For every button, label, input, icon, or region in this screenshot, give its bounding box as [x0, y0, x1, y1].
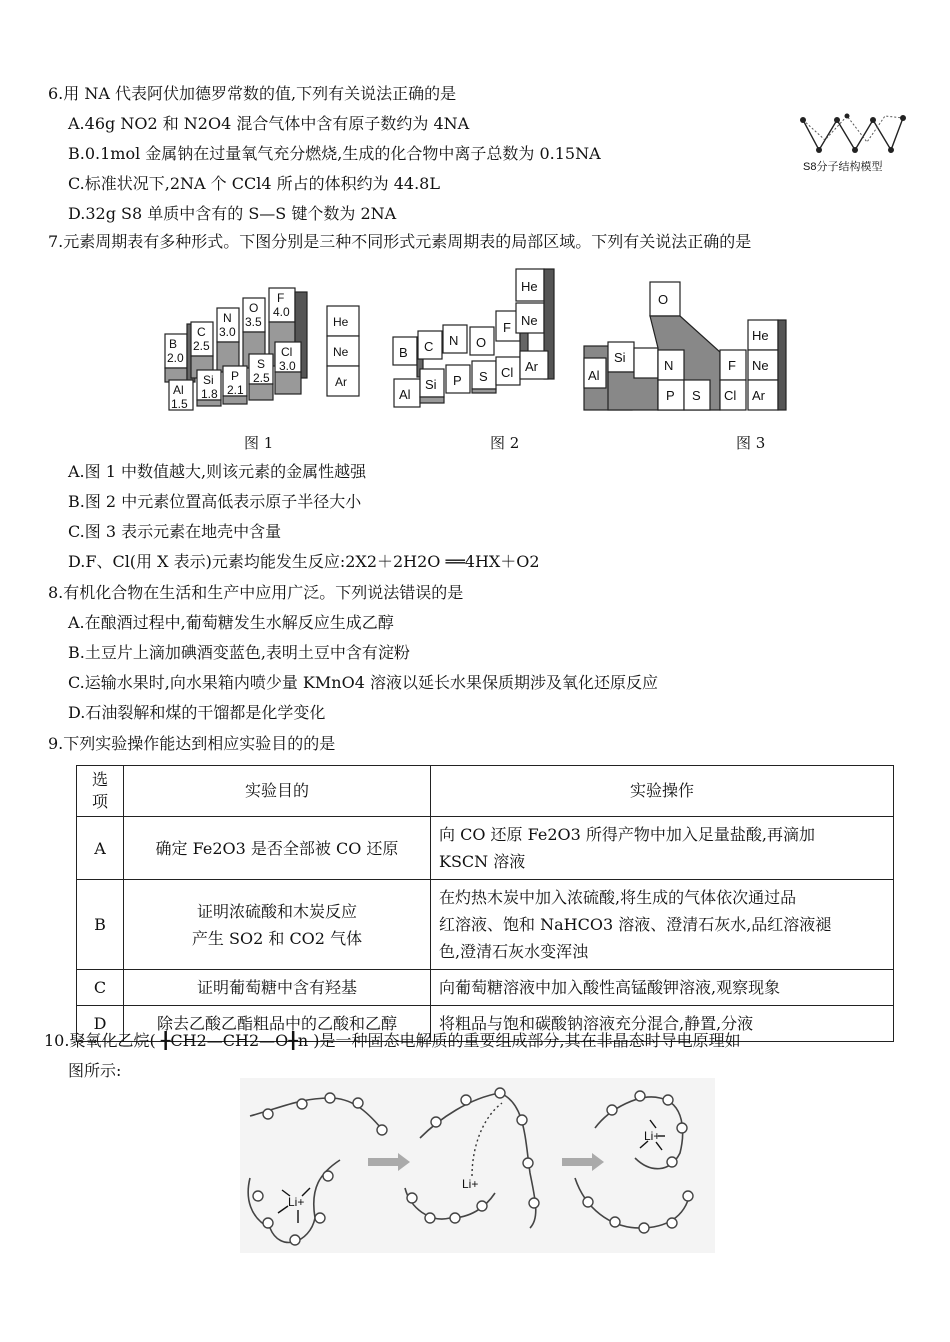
fig2-si: Si — [425, 377, 437, 392]
experiment-table — [76, 765, 894, 1042]
purpose-line: 确定 Fe2O3 是否全部被 CO 还原 — [155, 838, 399, 858]
fig2-f: F — [503, 320, 511, 335]
header-operation: 实验操作 — [431, 766, 894, 817]
fig3-n: N — [664, 358, 674, 373]
fig2-caption: 图 2 — [490, 434, 520, 452]
fig3-ne: Ne — [752, 358, 769, 373]
fig1-f-symbol: F — [277, 291, 285, 305]
operation-line: 红溶液、饱和 NaHCO3 溶液、澄清石灰水,品红溶液褪 — [439, 915, 832, 934]
q8-option-c: C.运输水果时,向水果箱内喷少量 KMnO4 溶液以延长水果保质期涉及氧化还原反应 — [68, 673, 658, 692]
fig3-s: S — [692, 388, 701, 403]
fig1-b-symbol: B — [169, 337, 178, 351]
fig1-he: He — [333, 315, 349, 329]
fig1-p-value: 2.1 — [227, 383, 244, 397]
q6-option-a: A.46g NO2 和 N2O4 混合气体中含有原子数约为 4NA — [68, 114, 470, 133]
periodic-figure-3 — [580, 262, 792, 412]
q8-option-b: B.土豆片上滴加碘酒变蓝色,表明土豆中含有淀粉 — [68, 643, 410, 662]
fig1-f-value: 4.0 — [273, 305, 290, 319]
s8-model-caption: S8分子结构模型 — [803, 161, 883, 173]
fig1-cl-symbol: Cl — [281, 345, 293, 359]
operation-line: 向葡萄糖溶液中加入酸性高锰酸钾溶液,观察现象 — [439, 978, 781, 997]
purpose-line: 产生 SO2 和 CO2 气体 — [191, 928, 363, 948]
fig2-b: B — [399, 345, 408, 360]
fig1-si-symbol: Si — [203, 373, 214, 387]
header-option: 选项 — [77, 766, 124, 817]
fig1-c-value: 2.5 — [193, 339, 210, 353]
fig3-al: Al — [588, 368, 600, 383]
fig2-o: O — [476, 335, 487, 350]
q6-stem: 6.用 NA 代表阿伏加德罗常数的值,下列有关说法正确的是 — [48, 84, 457, 103]
li-ion-label-2: Li+ — [462, 1177, 479, 1191]
li-ion-label-1: Li+ — [288, 1195, 305, 1209]
q8-option-a: A.在酿酒过程中,葡萄糖发生水解反应生成乙醇 — [68, 613, 394, 632]
operation-line: 色,澄清石灰水变浑浊 — [439, 942, 589, 961]
q6-option-b: B.0.1mol 金属钠在过量氧气充分燃烧,生成的化合物中离子总数为 0.15NA — [68, 144, 601, 163]
q7-option-d: D.F、Cl(用 X 表示)元素均能发生反应:2X2＋2H2O ══4HX＋O2 — [68, 552, 540, 571]
fig2-al: Al — [399, 387, 411, 402]
row-operation — [431, 817, 894, 880]
q7-option-a: A.图 1 中数值越大,则该元素的金属性越强 — [68, 462, 367, 481]
fig3-he: He — [752, 328, 769, 343]
fig1-n-symbol: N — [223, 311, 232, 325]
row-purpose — [124, 817, 431, 880]
q6-option-c: C.标准状况下,2NA 个 CCl4 所占的体积约为 44.8L — [68, 174, 440, 193]
fig3-f: F — [728, 358, 736, 373]
q9-stem: 9.下列实验操作能达到相应实验目的的是 — [48, 734, 336, 753]
fig2-n: N — [449, 333, 459, 348]
row-option: A — [77, 817, 124, 880]
fig3-p: P — [666, 388, 675, 403]
operation-line: 将粗品与饱和碳酸钠溶液充分混合,静置,分液 — [439, 1014, 754, 1033]
fig2-ne: Ne — [521, 313, 538, 328]
q7-option-c: C.图 3 表示元素在地壳中含量 — [68, 522, 282, 541]
fig2-he: He — [521, 279, 538, 294]
operation-line: 向 CO 还原 Fe2O3 所得产物中加入足量盐酸,再滴加 — [439, 825, 815, 844]
fig1-s-symbol: S — [257, 357, 266, 371]
row-purpose — [124, 880, 431, 970]
q8-option-d: D.石油裂解和煤的干馏都是化学变化 — [68, 703, 326, 722]
fig2-c: C — [424, 339, 434, 354]
fig1-p-symbol: P — [231, 369, 240, 383]
header-purpose: 实验目的 — [124, 766, 431, 817]
fig1-c-symbol: C — [197, 325, 206, 339]
table-row — [77, 880, 894, 970]
fig3-caption: 图 3 — [736, 434, 766, 452]
li-ion-label-3: Li+ — [644, 1129, 661, 1143]
fig3-si: Si — [614, 350, 626, 365]
fig2-cl: Cl — [501, 365, 514, 380]
fig1-ar: Ar — [335, 375, 347, 389]
table-header-row — [77, 766, 894, 817]
q10-stem-line2: 图所示: — [68, 1061, 122, 1080]
q6-option-d: D.32g S8 单质中含有的 S—S 键个数为 2NA — [68, 204, 397, 223]
fig1-ne: Ne — [333, 345, 349, 359]
row-operation — [431, 880, 894, 970]
row-purpose — [124, 970, 431, 1006]
periodic-figure-1 — [155, 282, 365, 412]
row-option: D — [77, 1006, 124, 1042]
q8-stem: 8.有机化合物在生活和生产中应用广泛。下列说法错误的是 — [48, 583, 464, 602]
q10-stem-line1: 10.聚氧化乙烷( ╂CH2—CH2—O╂n )是一种固态电解质的重要组成部分,其在非晶态时导电原理如 — [44, 1031, 741, 1050]
fig3-o: O — [658, 292, 669, 307]
fig1-si-value: 1.8 — [201, 387, 218, 401]
fig3-cl: Cl — [724, 388, 737, 403]
li-conduction-diagram — [240, 1078, 715, 1253]
q7-option-b: B.图 2 中元素位置高低表示原子半径大小 — [68, 492, 362, 511]
fig3-ar: Ar — [752, 388, 765, 403]
fig2-s: S — [479, 369, 488, 384]
fig1-s-value: 2.5 — [253, 371, 270, 385]
purpose-line: 证明浓硫酸和木炭反应 — [196, 901, 357, 921]
purpose-line: 证明葡萄糖中含有羟基 — [196, 978, 357, 997]
row-option: B — [77, 880, 124, 970]
fig1-o-symbol: O — [249, 301, 259, 315]
row-operation — [431, 970, 894, 1006]
fig1-cl-value: 3.0 — [279, 359, 296, 373]
fig1-b-value: 2.0 — [167, 351, 184, 365]
s8-model-figure — [795, 110, 910, 176]
fig1-al-value: 1.5 — [171, 397, 188, 411]
purpose-line: 除去乙酸乙酯粗品中的乙酸和乙醇 — [156, 1014, 397, 1033]
fig2-p: P — [453, 373, 462, 388]
table-row — [77, 817, 894, 880]
fig1-o-value: 3.5 — [245, 315, 262, 329]
table-row — [77, 970, 894, 1006]
fig1-n-value: 3.0 — [219, 325, 236, 339]
fig2-ar: Ar — [525, 359, 538, 374]
q7-stem: 7.元素周期表有多种形式。下图分别是三种不同形式元素周期表的局部区域。下列有关说法正确的是 — [48, 232, 752, 251]
row-option: C — [77, 970, 124, 1006]
fig1-caption: 图 1 — [244, 434, 274, 452]
operation-line: KSCN 溶液 — [439, 852, 526, 871]
fig1-al-symbol: Al — [173, 383, 184, 397]
operation-line: 在灼热木炭中加入浓硫酸,将生成的气体依次通过品 — [439, 888, 797, 907]
periodic-figure-2 — [388, 265, 573, 410]
